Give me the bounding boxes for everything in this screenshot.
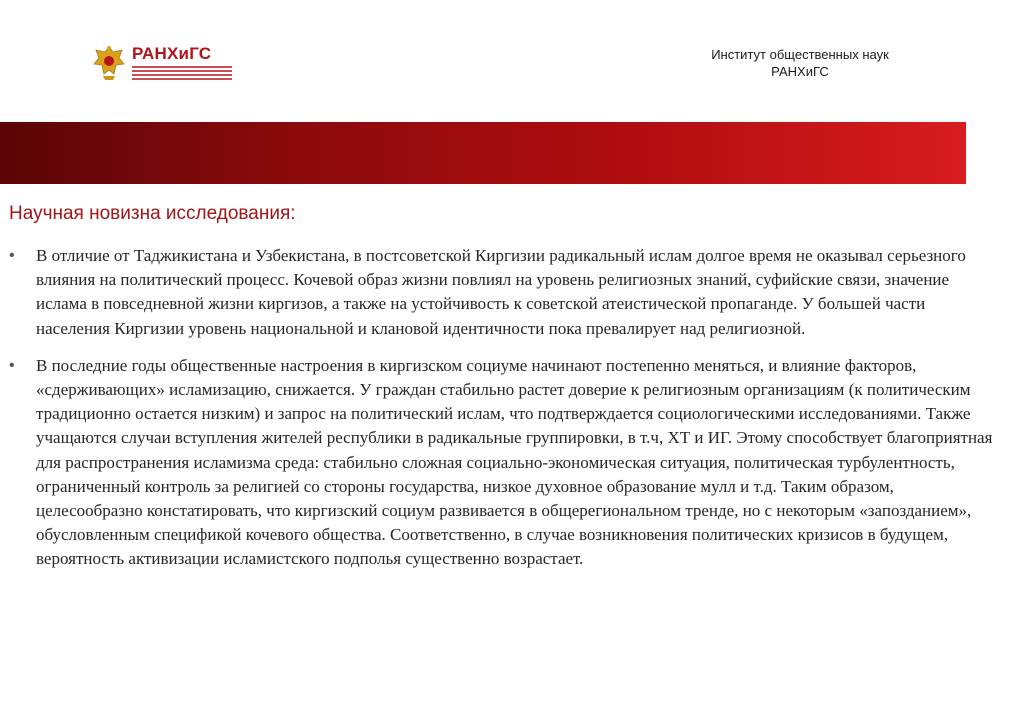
institute-line-1: Институт общественных наук [711,47,889,62]
logo-wordmark: РАНХиГС [132,44,212,63]
bullet-icon: • [9,247,15,264]
bullet-list [9,244,999,585]
bullet-text: В отличие от Таджикистана и Узбекистана, в постсоветской Киргизии радикальный ислам долгое время не оказывал серьезного влияния на политический процесс. Кочевой образ жизни повлиял на уровень религиозных знаний, суфийские связи, значение ислама в повседневной жизни киргизов, а также на устойчивость к советской атеистической пропаганде. У большей части населения Киргизии уровень национальной и клановой идентичности пока превалирует над религиозной. [36,246,966,338]
logo-tagline-lines [132,66,232,82]
bullet-icon: • [9,356,15,374]
slide-heading: Научная новизна исследования: [9,203,296,224]
institute-line-2: РАНХиГС [771,64,829,79]
eagle-emblem-icon [92,44,126,82]
list-item [9,354,999,572]
bullet-text: В последние годы общественные настроения в киргизском социуме начинают постепенно меняться, и влияние факторов, «сдерживающих» исламизацию, снижается. У граждан стабильно растет доверие к религиозным организациям (к политическим традиционно остается низким) и запрос на политический ислам, что подтверждается социологическими исследованиями. Также учащаются случаи вступления жителей республики в радикальные группировки, в т.ч, ХТ и ИГ. Этому способствует благоприятная для распространения исламизма среда: стабильно сложная социально-экономическая ситуация, политическая турбулентность, ограниченный контроль за религией со стороны государства, низкое духовное образование мулл и т.д. Таким образом, целесообразно констатировать, что киргизский социум развивается в общерегиональном тренде, но с некоторым «запозданием», обусловленным спецификой кочевого общества. Соответственно, в случае возникновения политических кризисов в будущем, вероятность активизации исламистского подполья существенно возрастает. [36,355,993,569]
header-band [0,122,966,184]
list-item [9,244,999,341]
institute-name [680,46,920,80]
ranepa-logo [92,44,232,84]
